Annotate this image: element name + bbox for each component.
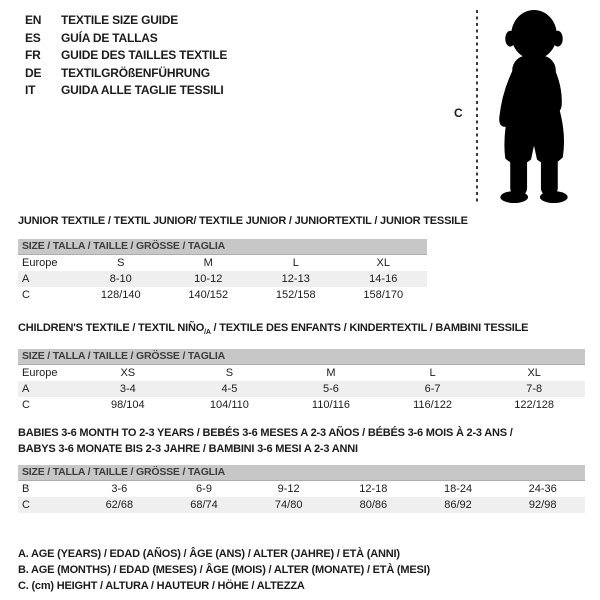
cell: 9-12 bbox=[277, 483, 300, 495]
language-row-es bbox=[25, 30, 227, 48]
table-row-europe bbox=[18, 255, 427, 271]
cell: 18-24 bbox=[443, 483, 473, 495]
children-title-sub: /A bbox=[204, 329, 211, 337]
cell: 74/80 bbox=[274, 499, 303, 511]
row-label: Europe bbox=[22, 257, 58, 269]
cell: 62/68 bbox=[105, 499, 134, 511]
babies-section-title-line2: BABYS 3-6 MONATE BIS 2-3 JAHRE / BAMBINI 3-6 MESI A 2-3 ANNI bbox=[18, 443, 358, 455]
cell: 158/170 bbox=[363, 289, 404, 301]
row-label: Europe bbox=[22, 367, 58, 379]
language-row-fr bbox=[25, 47, 227, 65]
row-label: C bbox=[22, 399, 30, 411]
cell: 7-8 bbox=[526, 383, 543, 395]
language-name: GUIDA ALLE TAGLIE TESSILI bbox=[61, 83, 224, 97]
junior-size-table bbox=[18, 239, 427, 303]
cell: 152/158 bbox=[275, 289, 316, 301]
cell: XL bbox=[527, 367, 541, 379]
cell: 24-36 bbox=[528, 483, 557, 495]
language-name: GUIDE DES TAILLES TEXTILE bbox=[61, 48, 228, 62]
cell: L bbox=[292, 257, 299, 269]
cell: 3-6 bbox=[111, 483, 128, 495]
cell: 10-12 bbox=[194, 273, 223, 285]
cell: 140/152 bbox=[188, 289, 229, 301]
language-name: TEXTILGRÖßENFÜHRUNG bbox=[61, 65, 210, 80]
cell: L bbox=[429, 367, 436, 379]
cell: 92/98 bbox=[528, 499, 557, 511]
language-row-en bbox=[25, 12, 227, 30]
junior-size-band: SIZE / TALLA / TAILLE / GRÖSSE / TAGLIA bbox=[18, 239, 427, 255]
language-row-de bbox=[25, 65, 227, 83]
footnote-height-cm: C. (cm) HEIGHT / ALTURA / HAUTEUR / HÖHE / ALTEZZA bbox=[18, 580, 305, 592]
table-row-age bbox=[18, 381, 585, 397]
cell: 8-10 bbox=[109, 273, 132, 285]
table-row-age bbox=[18, 271, 427, 287]
language-code: ES bbox=[25, 30, 41, 45]
row-label: B bbox=[22, 483, 30, 495]
cell: S bbox=[117, 257, 125, 269]
table-row-height bbox=[18, 287, 427, 303]
cell: 68/74 bbox=[190, 499, 218, 511]
cell: 14-16 bbox=[369, 273, 398, 285]
footnotes bbox=[18, 546, 430, 594]
babies-size-band: SIZE / TALLA / TAILLE / GRÖSSE / TAGLIA bbox=[18, 465, 585, 481]
language-code: DE bbox=[25, 65, 42, 80]
cell: S bbox=[225, 367, 234, 379]
height-measure-figure bbox=[446, 6, 586, 208]
cell: 116/122 bbox=[413, 399, 453, 411]
footnote-age-months: B. AGE (MONTHS) / EDAD (MESES) / ÂGE (MOIS) / ALTER (MONATE) / ETÀ (MESI) bbox=[18, 564, 430, 576]
children-title-pre: CHILDREN'S TEXTILE / TEXTIL NIÑO bbox=[18, 322, 205, 334]
babies-section-title-line1: BABIES 3-6 MONTH TO 2-3 YEARS / BEBÉS 3-6 MESES A 2-3 AÑOS / BÉBÉS 3-6 MOIS À 2-3 ANS / bbox=[18, 427, 513, 439]
height-label-c: C bbox=[454, 106, 463, 120]
cell: 122/128 bbox=[514, 399, 555, 411]
cell: M bbox=[203, 257, 213, 269]
cell: 5-6 bbox=[323, 383, 339, 395]
cell: 80/86 bbox=[359, 499, 388, 511]
babies-size-table bbox=[18, 465, 585, 513]
cell: 3-4 bbox=[119, 383, 136, 395]
cell: 6-7 bbox=[424, 383, 441, 395]
language-code: EN bbox=[25, 13, 42, 27]
cell: 4-5 bbox=[221, 383, 238, 395]
cell: 12-18 bbox=[359, 483, 388, 495]
table-row-europe bbox=[18, 365, 585, 381]
footnote-age-years: A. AGE (YEARS) / EDAD (AÑOS) / ÂGE (ANS) / ALTER (JAHRE) / ETÀ (ANNI) bbox=[18, 548, 400, 560]
row-label: C bbox=[22, 499, 30, 511]
table-row-height bbox=[18, 397, 585, 413]
children-size-table bbox=[18, 349, 585, 413]
junior-section-title: JUNIOR TEXTILE / TEXTIL JUNIOR/ TEXTILE JUNIOR / JUNIORTEXTIL / JUNIOR TESSILE bbox=[18, 215, 468, 227]
cell: M bbox=[326, 367, 336, 379]
cell: 98/104 bbox=[110, 399, 145, 411]
height-dashed-line bbox=[476, 10, 478, 204]
children-size-band: SIZE / TALLA / TAILLE / GRÖSSE / TAGLIA bbox=[18, 349, 585, 365]
row-label: A bbox=[22, 383, 30, 395]
language-row-it bbox=[25, 82, 227, 100]
cell: XS bbox=[120, 367, 136, 379]
row-label: A bbox=[22, 273, 30, 285]
cell: 12-13 bbox=[281, 273, 310, 285]
cell: 110/116 bbox=[311, 399, 351, 411]
row-label: C bbox=[22, 289, 30, 301]
cell: 86/92 bbox=[444, 499, 472, 511]
cell: XL bbox=[376, 257, 390, 269]
table-row-months bbox=[18, 481, 585, 497]
children-section-title bbox=[18, 322, 528, 336]
language-name: GUÍA DE TALLAS bbox=[61, 30, 158, 45]
cell: 104/110 bbox=[209, 399, 249, 411]
language-code: FR bbox=[25, 48, 41, 62]
language-name: TEXTILE SIZE GUIDE bbox=[61, 13, 179, 27]
table-row-height bbox=[18, 497, 585, 513]
cell: 128/140 bbox=[100, 289, 141, 301]
baby-silhouette-icon bbox=[486, 8, 582, 206]
language-list bbox=[25, 12, 227, 100]
cell: 6-9 bbox=[196, 483, 212, 495]
children-title-post: / TEXTILE DES ENFANTS / KINDERTEXTIL / BAMBINI TESSILE bbox=[210, 322, 529, 334]
language-code: IT bbox=[25, 83, 36, 97]
